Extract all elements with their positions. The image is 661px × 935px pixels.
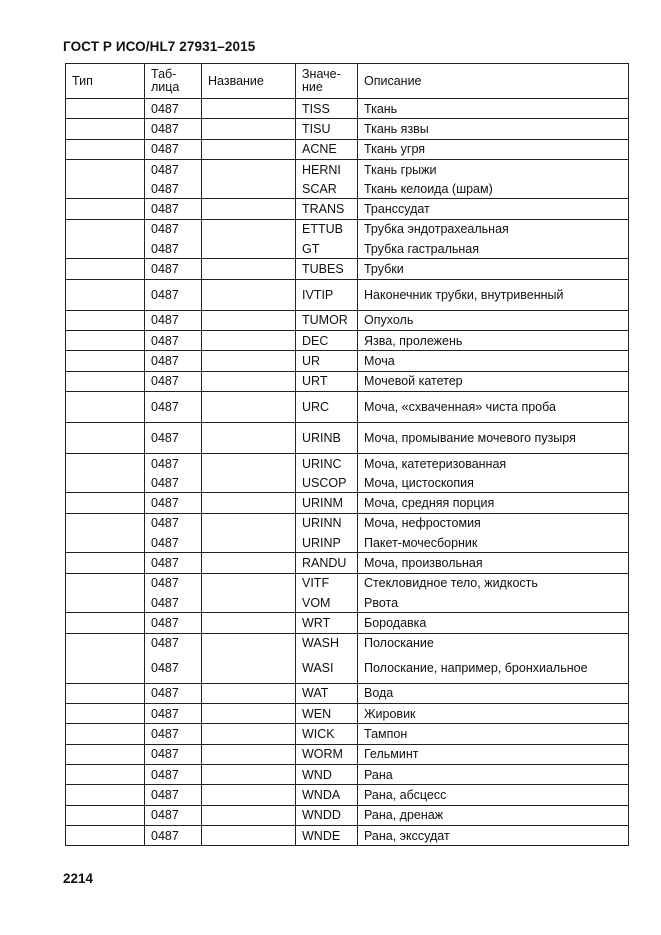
- cell-value: VITF: [296, 573, 358, 593]
- table-row: [66, 553, 629, 573]
- cell-value: URINP: [296, 533, 358, 553]
- table-row: [66, 99, 629, 119]
- table-row: [66, 765, 629, 785]
- table-row: [66, 825, 629, 845]
- cell-type: [66, 371, 145, 391]
- cell-name: [202, 371, 296, 391]
- table-row: [66, 613, 629, 633]
- cell-type: [66, 119, 145, 139]
- table-row: [66, 219, 629, 239]
- cell-type: [66, 765, 145, 785]
- cell-description: Рана, абсцесс: [358, 785, 629, 805]
- cell-description: Трубка эндотрахеальная: [358, 219, 629, 239]
- cell-name: [202, 593, 296, 613]
- cell-value: HERNI: [296, 159, 358, 179]
- table-row: [66, 633, 629, 653]
- cell-table: 0487: [145, 683, 202, 703]
- cell-description: Ткань келоида (шрам): [358, 179, 629, 199]
- cell-value: TISU: [296, 119, 358, 139]
- table-row: [66, 259, 629, 279]
- cell-name: [202, 330, 296, 350]
- cell-type: [66, 159, 145, 179]
- cell-value: ETTUB: [296, 219, 358, 239]
- cell-description: Моча, катетеризованная: [358, 453, 629, 473]
- cell-type: [66, 310, 145, 330]
- cell-name: [202, 633, 296, 653]
- cell-value: ACNE: [296, 139, 358, 159]
- cell-table: 0487: [145, 785, 202, 805]
- cell-type: [66, 422, 145, 453]
- cell-name: [202, 825, 296, 845]
- cell-table: 0487: [145, 310, 202, 330]
- cell-name: [202, 744, 296, 764]
- cell-type: [66, 593, 145, 613]
- table-row: [66, 493, 629, 513]
- cell-table: 0487: [145, 633, 202, 653]
- cell-value: WNDA: [296, 785, 358, 805]
- cell-value: TUMOR: [296, 310, 358, 330]
- table-row: [66, 371, 629, 391]
- cell-type: [66, 683, 145, 703]
- cell-description: Вода: [358, 683, 629, 703]
- cell-type: [66, 573, 145, 593]
- cell-type: [66, 744, 145, 764]
- cell-type: [66, 219, 145, 239]
- cell-value: DEC: [296, 330, 358, 350]
- cell-description: Гельминт: [358, 744, 629, 764]
- cell-table: 0487: [145, 825, 202, 845]
- cell-table: 0487: [145, 119, 202, 139]
- cell-description: Мочевой катетер: [358, 371, 629, 391]
- cell-value: WRT: [296, 613, 358, 633]
- table-header-row: [66, 64, 629, 99]
- cell-description: Наконечник трубки, внутривенный: [358, 279, 629, 310]
- table-row: [66, 653, 629, 684]
- table-row: [66, 573, 629, 593]
- table-row: [66, 724, 629, 744]
- cell-description: Рвота: [358, 593, 629, 613]
- cell-name: [202, 704, 296, 724]
- cell-table: 0487: [145, 513, 202, 533]
- cell-description: Трубки: [358, 259, 629, 279]
- cell-value: WASH: [296, 633, 358, 653]
- cell-value: URINM: [296, 493, 358, 513]
- cell-type: [66, 724, 145, 744]
- cell-description: Рана, экссудат: [358, 825, 629, 845]
- cell-value: WORM: [296, 744, 358, 764]
- cell-table: 0487: [145, 473, 202, 493]
- table-row: [66, 422, 629, 453]
- cell-name: [202, 613, 296, 633]
- cell-table: 0487: [145, 139, 202, 159]
- table-row: [66, 330, 629, 350]
- cell-value: SCAR: [296, 179, 358, 199]
- cell-description: Транссудат: [358, 199, 629, 219]
- cell-table: 0487: [145, 351, 202, 371]
- cell-description: Стекловидное тело, жидкость: [358, 573, 629, 593]
- cell-name: [202, 99, 296, 119]
- cell-type: [66, 279, 145, 310]
- cell-table: 0487: [145, 371, 202, 391]
- cell-name: [202, 119, 296, 139]
- cell-type: [66, 351, 145, 371]
- cell-description: Тампон: [358, 724, 629, 744]
- cell-type: [66, 805, 145, 825]
- cell-type: [66, 613, 145, 633]
- cell-value: TRANS: [296, 199, 358, 219]
- cell-type: [66, 533, 145, 553]
- cell-value: WEN: [296, 704, 358, 724]
- cell-value: USCOP: [296, 473, 358, 493]
- cell-table: 0487: [145, 219, 202, 239]
- cell-name: [202, 139, 296, 159]
- table-row: [66, 453, 629, 473]
- table-body: [66, 99, 629, 846]
- cell-name: [202, 513, 296, 533]
- cell-name: [202, 422, 296, 453]
- cell-value: WAT: [296, 683, 358, 703]
- table-row: [66, 159, 629, 179]
- column-header-type: Тип: [66, 64, 145, 99]
- cell-description: Ткань язвы: [358, 119, 629, 139]
- column-header-description: Описание: [358, 64, 629, 99]
- cell-table: 0487: [145, 159, 202, 179]
- table-row: [66, 704, 629, 724]
- cell-type: [66, 553, 145, 573]
- cell-type: [66, 179, 145, 199]
- cell-type: [66, 653, 145, 684]
- cell-value: WASI: [296, 653, 358, 684]
- cell-value: TISS: [296, 99, 358, 119]
- cell-table: 0487: [145, 422, 202, 453]
- cell-name: [202, 453, 296, 473]
- table-row: [66, 744, 629, 764]
- cell-table: 0487: [145, 553, 202, 573]
- cell-description: Бородавка: [358, 613, 629, 633]
- cell-description: Ткань грыжи: [358, 159, 629, 179]
- table-row: [66, 805, 629, 825]
- cell-name: [202, 279, 296, 310]
- cell-table: 0487: [145, 765, 202, 785]
- cell-description: Моча: [358, 351, 629, 371]
- cell-value: RANDU: [296, 553, 358, 573]
- table-row: [66, 473, 629, 493]
- cell-type: [66, 259, 145, 279]
- cell-type: [66, 199, 145, 219]
- cell-description: Жировик: [358, 704, 629, 724]
- document-title: ГОСТ Р ИСО/HL7 27931–2015: [63, 39, 256, 54]
- page-number: 2214: [63, 871, 94, 886]
- cell-name: [202, 805, 296, 825]
- table-row: [66, 533, 629, 553]
- table-row: [66, 119, 629, 139]
- cell-value: URC: [296, 391, 358, 422]
- table-row: [66, 391, 629, 422]
- table-row: [66, 139, 629, 159]
- cell-value: URINN: [296, 513, 358, 533]
- table-row: [66, 351, 629, 371]
- cell-value: GT: [296, 239, 358, 259]
- cell-table: 0487: [145, 724, 202, 744]
- cell-name: [202, 179, 296, 199]
- cell-type: [66, 330, 145, 350]
- cell-name: [202, 493, 296, 513]
- cell-table: 0487: [145, 179, 202, 199]
- cell-type: [66, 391, 145, 422]
- cell-table: 0487: [145, 493, 202, 513]
- cell-table: 0487: [145, 330, 202, 350]
- cell-name: [202, 765, 296, 785]
- cell-table: 0487: [145, 593, 202, 613]
- cell-type: [66, 704, 145, 724]
- cell-description: Моча, нефростомия: [358, 513, 629, 533]
- cell-table: 0487: [145, 453, 202, 473]
- cell-name: [202, 683, 296, 703]
- cell-type: [66, 99, 145, 119]
- cell-table: 0487: [145, 653, 202, 684]
- cell-description: Трубка гастральная: [358, 239, 629, 259]
- cell-description: Моча, промывание мочевого пузыря: [358, 422, 629, 453]
- cell-description: Полоскание: [358, 633, 629, 653]
- cell-table: 0487: [145, 744, 202, 764]
- table-row: [66, 199, 629, 219]
- cell-name: [202, 653, 296, 684]
- cell-type: [66, 633, 145, 653]
- cell-type: [66, 473, 145, 493]
- code-table: [65, 63, 629, 846]
- cell-table: 0487: [145, 199, 202, 219]
- cell-name: [202, 310, 296, 330]
- table-row: [66, 513, 629, 533]
- cell-description: Ткань: [358, 99, 629, 119]
- cell-name: [202, 724, 296, 744]
- cell-table: 0487: [145, 704, 202, 724]
- cell-table: 0487: [145, 805, 202, 825]
- cell-table: 0487: [145, 573, 202, 593]
- cell-description: Опухоль: [358, 310, 629, 330]
- cell-description: Полоскание, например, бронхиальное: [358, 653, 629, 684]
- cell-name: [202, 573, 296, 593]
- table-row: [66, 593, 629, 613]
- cell-table: 0487: [145, 279, 202, 310]
- cell-value: WNDE: [296, 825, 358, 845]
- cell-table: 0487: [145, 533, 202, 553]
- cell-description: Моча, средняя порция: [358, 493, 629, 513]
- table-row: [66, 785, 629, 805]
- cell-type: [66, 139, 145, 159]
- cell-name: [202, 553, 296, 573]
- cell-type: [66, 239, 145, 259]
- cell-description: Рана, дренаж: [358, 805, 629, 825]
- cell-name: [202, 473, 296, 493]
- cell-value: WND: [296, 765, 358, 785]
- table-row: [66, 239, 629, 259]
- cell-value: URINB: [296, 422, 358, 453]
- column-header-table: Таб- лица: [145, 64, 202, 99]
- cell-name: [202, 391, 296, 422]
- cell-value: IVTIP: [296, 279, 358, 310]
- cell-type: [66, 785, 145, 805]
- cell-name: [202, 199, 296, 219]
- cell-name: [202, 219, 296, 239]
- table-row: [66, 683, 629, 703]
- cell-description: Язва, пролежень: [358, 330, 629, 350]
- cell-type: [66, 825, 145, 845]
- cell-description: Моча, произвольная: [358, 553, 629, 573]
- cell-description: Пакет-мочесборник: [358, 533, 629, 553]
- cell-name: [202, 533, 296, 553]
- cell-type: [66, 493, 145, 513]
- cell-value: VOM: [296, 593, 358, 613]
- table-row: [66, 179, 629, 199]
- cell-description: Моча, цистоскопия: [358, 473, 629, 493]
- cell-name: [202, 351, 296, 371]
- cell-table: 0487: [145, 239, 202, 259]
- cell-name: [202, 259, 296, 279]
- cell-value: WICK: [296, 724, 358, 744]
- cell-name: [202, 159, 296, 179]
- cell-table: 0487: [145, 391, 202, 422]
- cell-description: Рана: [358, 765, 629, 785]
- cell-type: [66, 453, 145, 473]
- table-row: [66, 279, 629, 310]
- cell-table: 0487: [145, 613, 202, 633]
- table-row: [66, 310, 629, 330]
- column-header-value: Значе- ние: [296, 64, 358, 99]
- cell-table: 0487: [145, 99, 202, 119]
- cell-description: Моча, «схваченная» чиста проба: [358, 391, 629, 422]
- column-header-name: Название: [202, 64, 296, 99]
- cell-value: URINC: [296, 453, 358, 473]
- cell-value: TUBES: [296, 259, 358, 279]
- cell-value: URT: [296, 371, 358, 391]
- cell-value: WNDD: [296, 805, 358, 825]
- cell-value: UR: [296, 351, 358, 371]
- cell-type: [66, 513, 145, 533]
- cell-name: [202, 785, 296, 805]
- cell-table: 0487: [145, 259, 202, 279]
- cell-description: Ткань угря: [358, 139, 629, 159]
- cell-name: [202, 239, 296, 259]
